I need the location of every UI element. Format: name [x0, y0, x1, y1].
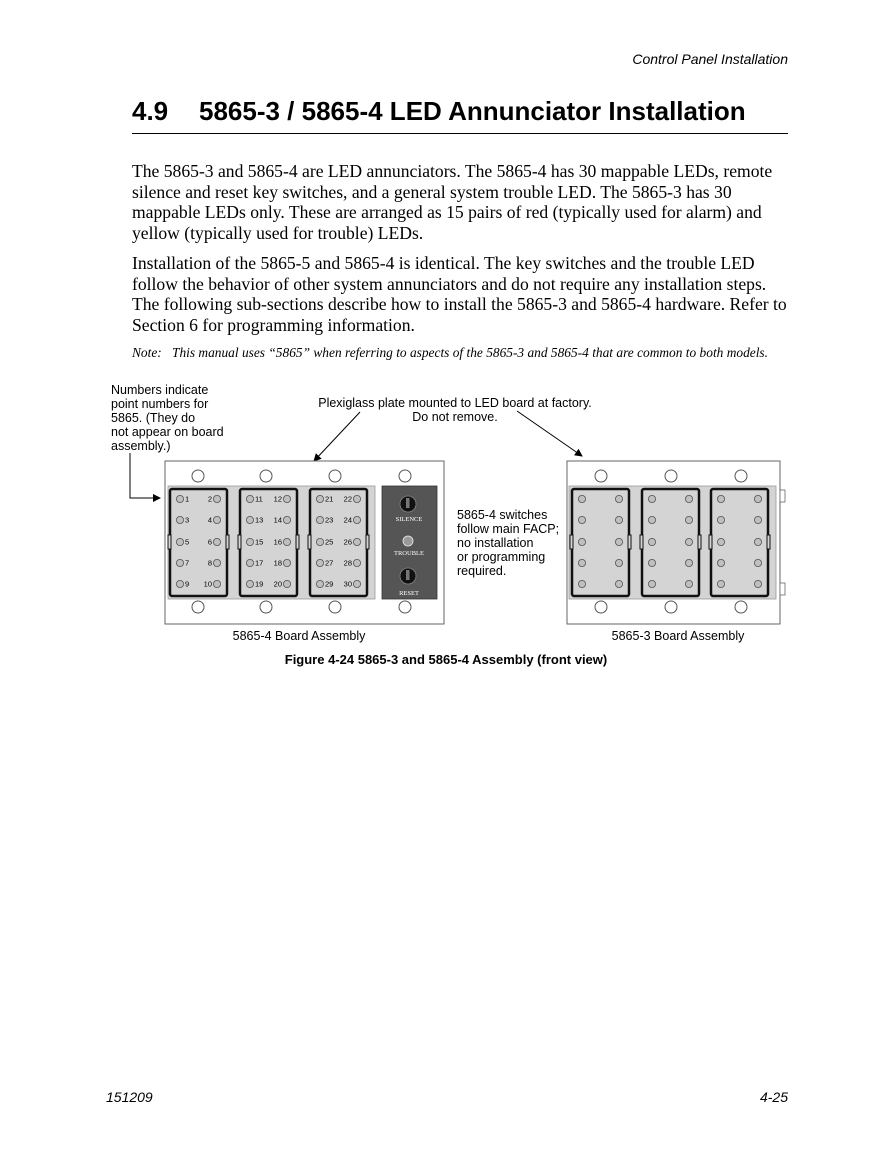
body-paragraph-2: Installation of the 5865-5 and 5865-4 is identical. The key switches and the trouble LED follow the behavior of other system annunciators and do not require any installation steps. The following sub-sections describe how to install the 5865-3 and 5865-4 hardware. Refer to Section 6 for programming information.: [132, 253, 787, 335]
mount-hole: [329, 601, 341, 613]
point-number-label: 3: [185, 515, 190, 525]
led-indicator: [578, 559, 585, 566]
reset-label: RESET: [399, 590, 419, 597]
module-notch: [570, 535, 573, 549]
point-number-label: 14: [273, 515, 282, 525]
led-indicator: [283, 559, 290, 566]
callout-numbers-line: 5865. (They do: [111, 411, 196, 425]
led-indicator: [213, 538, 220, 545]
callout-numbers-arrow: [130, 453, 160, 498]
led-indicator: [648, 580, 655, 587]
module-notch: [296, 535, 299, 549]
led-indicator: [615, 538, 622, 545]
figure-caption: Figure 4-24 5865-3 and 5865-4 Assembly (front view): [284, 652, 608, 667]
point-number-label: 30: [343, 579, 352, 589]
point-number-label: 8: [207, 558, 212, 568]
mount-hole: [260, 601, 272, 613]
module-notch: [640, 535, 643, 549]
point-number-label: 29: [325, 579, 334, 589]
led-indicator: [353, 580, 360, 587]
callout-numbers-line: point numbers for: [111, 397, 209, 411]
point-number-label: 28: [343, 558, 352, 568]
point-number-label: 6: [207, 537, 212, 547]
board-5865-4: [165, 461, 444, 643]
led-indicator: [685, 516, 692, 523]
mount-hole: [735, 470, 747, 482]
point-number-label: 27: [325, 558, 334, 568]
note-text: This manual uses “5865” when referring to aspects of the 5865-3 and 5865-4 that are common to both models.: [172, 345, 768, 360]
point-number-label: 10: [203, 579, 212, 589]
key-slot-icon: [406, 570, 410, 580]
led-indicator: [717, 559, 724, 566]
led-indicator: [754, 538, 761, 545]
mount-hole: [399, 470, 411, 482]
mount-hole: [665, 470, 677, 482]
point-number-label: 16: [273, 537, 282, 547]
plexiglass-arrow-left: [314, 412, 360, 461]
board-5865-3: [567, 461, 785, 643]
led-indicator: [754, 495, 761, 502]
led-indicator: [316, 580, 323, 587]
mount-hole: [192, 470, 204, 482]
led-indicator: [578, 516, 585, 523]
led-indicator: [283, 580, 290, 587]
callout-numbers-line: not appear on board: [111, 425, 224, 439]
led-indicator: [685, 580, 692, 587]
led-indicator: [578, 580, 585, 587]
led-indicator: [648, 516, 655, 523]
led-indicator: [316, 516, 323, 523]
point-number-label: 4: [207, 515, 212, 525]
led-indicator: [717, 580, 724, 587]
led-indicator: [754, 580, 761, 587]
mount-hole: [399, 601, 411, 613]
switch-panel: [382, 486, 437, 599]
led-indicator: [648, 495, 655, 502]
module-notch: [308, 535, 311, 549]
led-indicator: [353, 538, 360, 545]
led-indicator: [353, 495, 360, 502]
led-indicator: [176, 580, 183, 587]
point-number-label: 18: [273, 558, 282, 568]
callout-switches-line: 5865-4 switches: [457, 508, 548, 522]
body-paragraph-1: The 5865-3 and 5865-4 are LED annunciators. The 5865-4 has 30 mappable LEDs, remote silence and reset key switches, and a general system trouble LED. The 5865-3 has 30 mappable LEDs only. These are arranged as 15 pairs of red (typically used for alarm) and yellow (typically used for trouble) LEDs.: [132, 161, 773, 243]
led-indicator: [283, 516, 290, 523]
point-number-label: 20: [273, 579, 282, 589]
mount-hole: [595, 470, 607, 482]
footer-doc-number: 151209: [106, 1089, 153, 1105]
point-number-label: 1: [185, 494, 190, 504]
led-indicator: [246, 495, 253, 502]
mount-hole: [192, 601, 204, 613]
led-indicator: [246, 559, 253, 566]
callout-numbers-line: Numbers indicate: [111, 383, 209, 397]
callout-switches: [457, 508, 559, 578]
footer-page-number: 4-25: [759, 1089, 788, 1105]
led-indicator: [283, 538, 290, 545]
running-header: Control Panel Installation: [632, 51, 788, 67]
point-number-label: 24: [343, 515, 352, 525]
point-number-label: 21: [325, 494, 334, 504]
led-indicator: [615, 516, 622, 523]
led-indicator: [648, 559, 655, 566]
silence-label: SILENCE: [395, 516, 423, 523]
trouble-led: [403, 536, 413, 546]
led-indicator: [685, 495, 692, 502]
led-indicator: [213, 559, 220, 566]
led-indicator: [353, 559, 360, 566]
led-indicator: [176, 495, 183, 502]
point-number-label: 23: [325, 515, 334, 525]
led-indicator: [176, 538, 183, 545]
led-indicator: [246, 516, 253, 523]
point-number-label: 2: [207, 494, 212, 504]
led-indicator: [213, 516, 220, 523]
module-notch: [366, 535, 369, 549]
led-indicator: [685, 559, 692, 566]
module-notch: [709, 535, 712, 549]
led-indicator: [578, 538, 585, 545]
point-number-label: 22: [343, 494, 352, 504]
module-notch: [698, 535, 701, 549]
led-indicator: [316, 538, 323, 545]
led-indicator: [316, 495, 323, 502]
section-number: 4.9: [132, 96, 169, 126]
callout-plexiglass: [318, 396, 592, 424]
point-number-label: 17: [255, 558, 264, 568]
key-slot-icon: [406, 498, 410, 508]
callout-switches-line: follow main FACP;: [457, 522, 560, 536]
led-indicator: [717, 495, 724, 502]
module-notch: [767, 535, 770, 549]
led-indicator: [246, 580, 253, 587]
callout-numbers: [111, 383, 224, 453]
callout-plexiglass-line: Do not remove.: [412, 410, 498, 424]
section-title: 5865-3 / 5865-4 LED Annunciator Installation: [199, 96, 746, 126]
led-indicator: [615, 580, 622, 587]
led-indicator: [176, 516, 183, 523]
led-indicator: [754, 559, 761, 566]
led-indicator: [283, 495, 290, 502]
mount-hole: [665, 601, 677, 613]
plexiglass-arrow-right: [517, 411, 582, 456]
module-notch: [226, 535, 229, 549]
led-indicator: [578, 495, 585, 502]
led-indicator: [353, 516, 360, 523]
led-indicator: [213, 495, 220, 502]
point-number-label: 19: [255, 579, 264, 589]
led-indicator: [717, 538, 724, 545]
callout-plexiglass-line: Plexiglass plate mounted to LED board at factory.: [318, 396, 592, 410]
board-left-label: 5865-4 Board Assembly: [232, 629, 366, 643]
module-notch: [628, 535, 631, 549]
point-number-label: 11: [255, 494, 263, 504]
point-number-label: 26: [343, 537, 352, 547]
point-number-label: 12: [273, 494, 282, 504]
mount-hole: [595, 601, 607, 613]
callout-numbers-line: assembly.): [111, 439, 171, 453]
callout-switches-line: required.: [457, 564, 507, 578]
led-indicator: [717, 516, 724, 523]
led-indicator: [246, 538, 253, 545]
led-indicator: [615, 559, 622, 566]
led-indicator: [176, 559, 183, 566]
point-number-label: 13: [255, 515, 264, 525]
module-notch: [168, 535, 171, 549]
led-indicator: [316, 559, 323, 566]
mount-hole: [329, 470, 341, 482]
trouble-label: TROUBLE: [394, 550, 424, 557]
point-number-label: 9: [185, 579, 190, 589]
mount-hole: [735, 601, 747, 613]
module-notch: [238, 535, 241, 549]
callout-switches-line: no installation: [457, 536, 534, 550]
led-indicator: [754, 516, 761, 523]
point-number-label: 15: [255, 537, 264, 547]
note-label: Note:: [132, 345, 162, 360]
led-indicator: [685, 538, 692, 545]
led-indicator: [213, 580, 220, 587]
point-number-label: 7: [185, 558, 190, 568]
led-indicator: [615, 495, 622, 502]
mount-hole: [260, 470, 272, 482]
callout-switches-line: or programming: [457, 550, 546, 564]
point-number-label: 5: [185, 537, 190, 547]
led-indicator: [648, 538, 655, 545]
point-number-label: 25: [325, 537, 334, 547]
board-right-label: 5865-3 Board Assembly: [611, 629, 745, 643]
